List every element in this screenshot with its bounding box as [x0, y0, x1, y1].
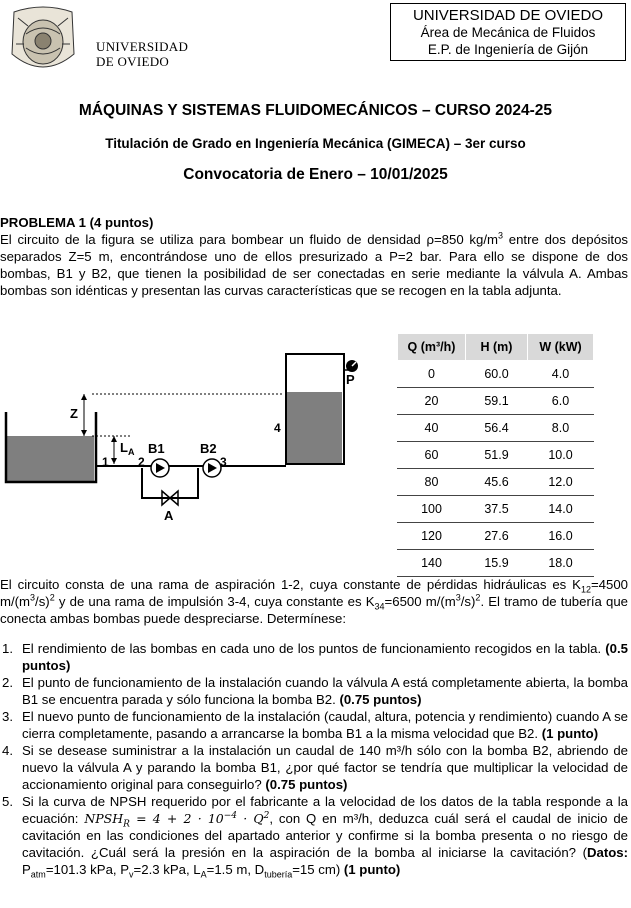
- col-header-h: H (m): [466, 334, 528, 361]
- node-1: 1: [102, 455, 109, 469]
- table-cell: 100: [398, 496, 466, 523]
- table-cell: 20: [398, 388, 466, 415]
- table-cell: 12.0: [528, 469, 594, 496]
- table-cell: 80: [398, 469, 466, 496]
- table-row: [398, 496, 594, 523]
- table-cell: 56.4: [466, 415, 528, 442]
- department-name: Área de Mecánica de Fluidos: [420, 25, 596, 40]
- table-cell: 27.6: [466, 523, 528, 550]
- logo-text-line1: UNIVERSIDAD: [96, 39, 189, 54]
- table-cell: 8.0: [528, 415, 594, 442]
- table-row: [398, 361, 594, 388]
- table-cell: 6.0: [528, 388, 594, 415]
- table-cell: 0: [398, 361, 466, 388]
- table-cell: 140: [398, 550, 466, 577]
- label-z: Z: [70, 406, 78, 421]
- pump-curve-table: [397, 333, 594, 577]
- list-item: 3. El nuevo punto de funcionamiento de la instalación (caudal, altura, potencia y rendimiento) cuando A se cierra completamente, pasando a arrancarse la bomba B1 a la misma velocidad que B2. (1 punto): [2, 709, 628, 741]
- table-row: [398, 388, 594, 415]
- label-p: P: [346, 372, 355, 387]
- intro-text-a: El circuito de la figura se utiliza para bombear un fluido de densidad: [0, 232, 427, 247]
- table-cell: 59.1: [466, 388, 528, 415]
- institution-box: [390, 3, 626, 61]
- node-2: 2: [138, 455, 145, 469]
- table-cell: 16.0: [528, 523, 594, 550]
- svg-text:LA: [120, 440, 135, 457]
- page-title: MÁQUINAS Y SISTEMAS FLUIDOMECÁNICOS – CURSO 2024-25: [78, 102, 553, 119]
- table-header-row: [398, 334, 594, 361]
- table-cell: 60: [398, 442, 466, 469]
- circuit-diagram: [0, 352, 372, 522]
- col-header-q: Q (m³/h): [398, 334, 466, 361]
- density-value: ρ=850 kg/m: [426, 232, 499, 247]
- label-b2: B2: [200, 441, 217, 456]
- degree-subtitle: Titulación de Grado en Ingeniería Mecánica (GIMECA) – 3er curso: [105, 136, 526, 151]
- university-logo: [4, 4, 189, 78]
- table-cell: 10.0: [528, 442, 594, 469]
- right-tank-water: [286, 392, 342, 464]
- institution-name: UNIVERSIDAD DE OVIEDO: [412, 7, 604, 24]
- problem-body: El circuito consta de una rama de aspiración 1-2, cuya constante de pérdidas hidráulicas es $K_{12}=4500$ $m/(m^3/s)^2$ y de una rama de impulsión 3-4, cuya constante es $K_{34}=6500$ $m/(m^3/s)^2$. El tramo de tubería que conecta ambas bombas puede despreciarse. Determínese:: [0, 577, 628, 626]
- table-cell: 45.6: [466, 469, 528, 496]
- problem-intro: PROBLEMA 1 (4 puntos) El circuito de la figura se utiliza para bombear un fluido de densidad ρ=850 $kg/m^3$ entre dos depósitos separados Z=5 m, encontrándose uno de ellos presurizado a P=2 bar. Para ello se dispone de dos bombas, B1 y B2, que tienen la posibilidad de ser conectadas en serie mediante la válvula A. Ambas bombas son idénticas y presentan las curvas características que se recogen en la tabla adjunta.: [0, 215, 629, 298]
- table-cell: 51.9: [466, 442, 528, 469]
- table-cell: 40: [398, 415, 466, 442]
- table-row: [398, 550, 594, 577]
- npsh-formula: $NPSH_R = 4 + 2 \cdot 10^{-4} \cdot Q^2$: [84, 810, 270, 830]
- table-row: [398, 415, 594, 442]
- col-header-w: W (kW): [528, 334, 594, 361]
- label-a: A: [164, 508, 174, 522]
- table-cell: 18.0: [528, 550, 594, 577]
- list-item: 1. El rendimiento de las bombas en cada uno de los puntos de funcionamiento recogidos en la tabla. (0.5 puntos): [2, 641, 628, 673]
- table-row: [398, 523, 594, 550]
- list-item: 4. Si se desease suministrar a la instalación un caudal de 140 m³/h sólo con la bomba B2, abriendo de nuevo la válvula A y parando la bomba B1, ¿por qué factor se tendría que multiplicar la velocidad de accionamiento original para conseguirlo? (0.75 puntos): [2, 743, 628, 792]
- label-la-sub: A: [127, 447, 135, 457]
- node-4: 4: [274, 421, 281, 435]
- table-row: [398, 442, 594, 469]
- table-cell: 120: [398, 523, 466, 550]
- logo-text-line2: DE OVIEDO: [96, 54, 170, 69]
- label-b1: B1: [148, 441, 165, 456]
- table-cell: 4.0: [528, 361, 594, 388]
- table-cell: 37.5: [466, 496, 528, 523]
- table-cell: 14.0: [528, 496, 594, 523]
- table-row: [398, 469, 594, 496]
- exam-call: Convocatoria de Enero – 10/01/2025: [183, 166, 448, 183]
- table-cell: 15.9: [466, 550, 528, 577]
- intro-text-b: entre dos depósitos separados Z=5 m, encontrándose uno de ellos presurizado a P=2 bar. Para ello se dispone de dos bombas, B1 y B2, que tienen la posibilidad de ser conectadas en serie mediante la válvula A. Ambas bombas son idénticas y presentan las curvas características que se recogen en la tabla adjunta.: [0, 232, 629, 298]
- list-item: 2. El punto de funcionamiento de la instalación cuando la válvula A está completamente abierta, la bomba B1 se encuentra parada y sólo funciona la bomba B2. (0.75 puntos): [2, 675, 628, 707]
- list-item: 5. Si la curva de NPSH requerido por el fabricante a la velocidad de los datos de la tabla responde a la ecuación: $NPSH_R = 4 + 2 \cdot 10^{-4} \cdot Q^2$, con Q en m³/h, deduzca cuál será el caudal de inicio de cavitación en las condiciones del apartado anterior y confirme si la bomba presenta o no riesgo de cavitación. ¿Cuál será la presión en la aspiración de la bomba al iniciarse la cavitación? (Datos: $P_{atm}=101.3$ kPa, $P_v=2.3$ kPa, $L_A=1.5$ m, $D_{tubería}=15$ cm) (1 punto): [2, 794, 628, 880]
- table-cell: 60.0: [466, 361, 528, 388]
- problem-heading: PROBLEMA 1 (4 puntos): [0, 215, 154, 230]
- university-crest-icon: [4, 4, 82, 78]
- left-tank-water: [6, 436, 94, 481]
- node-3: 3: [220, 455, 227, 469]
- school-name: E.P. de Ingeniería de Gijón: [427, 42, 589, 57]
- label-la: L: [120, 440, 128, 455]
- questions-list: [0, 640, 628, 878]
